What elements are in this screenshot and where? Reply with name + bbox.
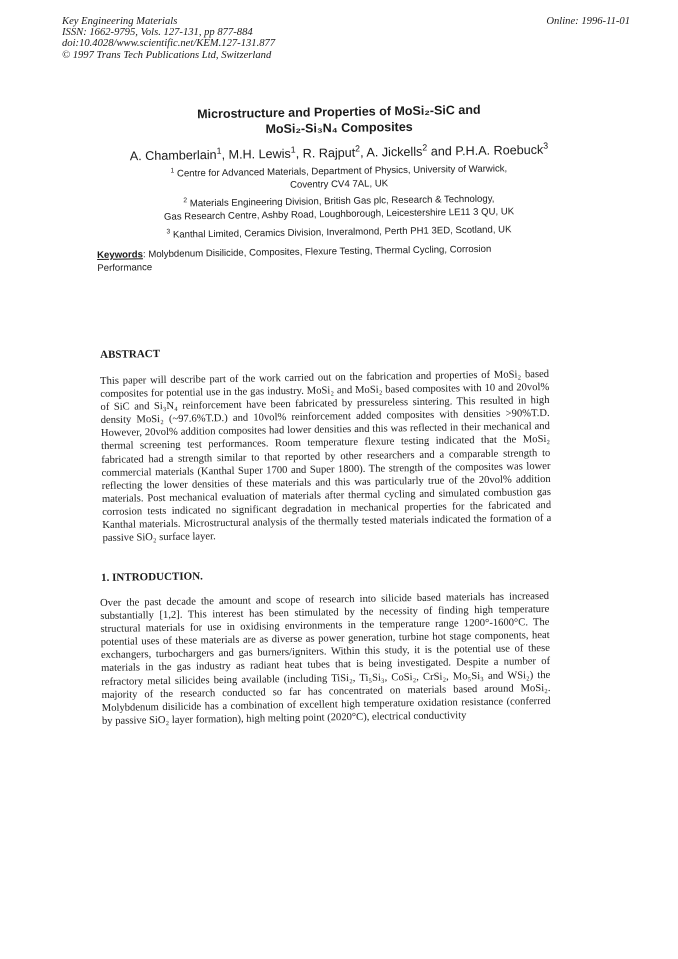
abstract-body: This paper will describe part of the work carried out on the fabrication and properties of MoSi₂ based composites for potential use in the gas industry. MoSi₂ and MoSi₂ based composites with 10 and 20vol% of SiC and Si₃N₄ reinforcement have been fabricated by pressureless sintering. This resulted in high density MoSi₂ (~97.6%T.D.) and 10vol% reinforcement added composites with densities >90%T.D. However, 20vol% addition composites had lower densities and this was reflected in their mechanical and thermal screening test performances. Room temperature flexure testing indicated that the MoSi₂ fabricated had a strength similar to that reported by other researchers and a comparable strength to commercial materials (Kanthal Super 1700 and Super 1800). The strength of the composites was lower reflecting the lower densities of these materials and this was particularly true of the 20vol% addition materials. Post mechanical evaluation of materials after thermal cycling and simulated combustion gas corrosion tests indicated no significant degradation in mechanical properties for the fabricated and Kanthal materials. Microstructural analysis of the thermally tested materials indicated the formation of a passive SiO₂ surface layer.	[100, 368, 552, 545]
paper-title	[0, 99, 678, 142]
affiliation-number: 2	[183, 197, 188, 205]
author-name: A. Chamberlain	[129, 147, 217, 164]
journal-header	[62, 16, 275, 61]
author-affiliation-mark: 2	[355, 143, 361, 154]
affiliation-line: Gas Research Centre, Ashby Road, Loughborough, Leicestershire LE11 3 QU, UK	[163, 205, 515, 223]
journal-name: Key Engineering Materials	[62, 16, 178, 27]
keywords: Keywords: Molybdenum Disilicide, Composites, Flexure Testing, Thermal Cycling, Corrosion Performance	[97, 243, 492, 274]
keywords-text: Molybdenum Disilicide, Composites, Flexure Testing, Thermal Cycling, Corrosion Performance	[97, 243, 492, 274]
title-line-2: MoSi₂-Si₃N₄ Composites	[265, 119, 413, 137]
author-affiliation-mark: 2	[422, 142, 428, 153]
affiliation-number: 3	[166, 228, 171, 236]
author-and: and	[427, 144, 456, 159]
author-affiliation-mark: 1	[216, 145, 222, 156]
affiliation-1	[0, 161, 678, 197]
affiliation-2	[0, 191, 678, 227]
author-name: A. Jickells	[366, 144, 423, 160]
title-line-1: Microstructure and Properties of MoSi₂-SiC and	[197, 102, 481, 122]
author-separator: ,	[295, 146, 303, 161]
affiliation-number: 1	[170, 167, 175, 175]
doi-line: doi:10.4028/www.scientific.net/KEM.127-131.877	[62, 38, 276, 50]
affiliation-line: Materials Engineering Division, British Gas plc, Research & Technology,	[189, 193, 495, 210]
keywords-label: Keywords	[97, 249, 144, 261]
author-name: P.H.A. Roebuck	[455, 142, 544, 159]
online-date: Online: 1996-11-01	[546, 16, 630, 27]
author-affiliation-mark: 3	[543, 140, 549, 151]
introduction-body: Over the past decade the amount and scope of research into silicide based materials has increased substantially [1,2]. This interest has been stimulated by the necessity of finding high temperature structural materials for use in oxidising environments in the temperature range 1200°-1600°C. The potential uses of these materials are as diverse as power generation, turbine hot stage components, heat exchangers, turbochargers and gas burners/igniters. Within this study, it is the potential use of these materials in the gas industry as radiant heat tubes that is being investigated. Despite a number of refractory metal silicides being available (including TiSi₂, Ti₅Si₃, CoSi₂, CrSi₂, Mo₅Si₃ and WSi₂) the majority of the research conducted so far has concentrated on materials based around MoSi₂. Molybdenum disilicide has a combination of excellent high temperature oxidation resistance (conferred by passive SiO₂ layer formation), high melting point (2020°C), electrical conductivity	[100, 590, 551, 727]
author-name: M.H. Lewis	[228, 146, 291, 162]
author-name: R. Rajput	[302, 145, 356, 161]
affiliation-line: Coventry CV4 7AL, UK	[289, 177, 389, 191]
author-separator: ,	[359, 145, 367, 160]
introduction-heading: 1. INTRODUCTION.	[101, 570, 203, 584]
affiliation-3	[0, 222, 678, 245]
affiliation-line: Centre for Advanced Materials, Department of Physics, University of Warwick,	[176, 163, 508, 180]
author-affiliation-mark: 1	[290, 144, 296, 155]
issn-line: ISSN: 1662-9795, Vols. 127-131, pp 877-884	[62, 27, 253, 39]
author-separator: ,	[221, 147, 229, 162]
abstract-heading: ABSTRACT	[100, 348, 161, 361]
copyright-line: © 1997 Trans Tech Publications Ltd, Switzerland	[62, 49, 272, 61]
affiliation-line: Kanthal Limited, Ceramics Division, Inveralmond, Perth PH1 3ED, Scotland, UK	[172, 224, 512, 241]
